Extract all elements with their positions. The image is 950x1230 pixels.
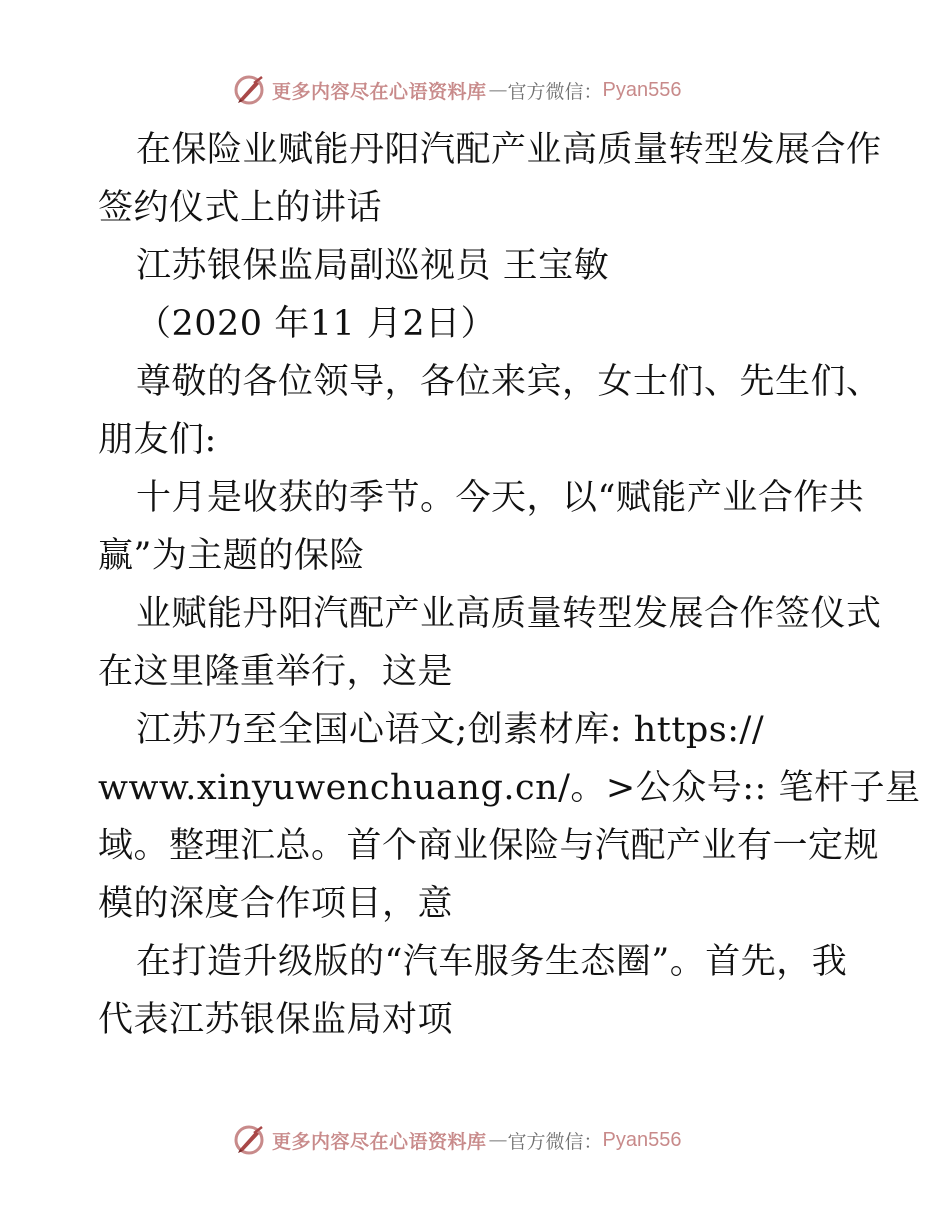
paragraph-line: 江苏乃至全国心语文;创素材库: https:// <box>136 710 765 750</box>
title-line-2: 签约仪式上的讲话 <box>98 188 383 228</box>
title-line-1: 在保险业赋能丹阳汽配产业高质量转型发展合作 <box>136 130 882 170</box>
quill-pen-icon <box>232 1123 266 1157</box>
paragraph-line: 域。整理汇总。首个商业保险与汽配产业有一定规 <box>98 826 880 866</box>
paragraph-line: 尊敬的各位领导，各位来宾，女士们、先生们、 <box>136 362 882 402</box>
quill-pen-icon <box>232 73 266 107</box>
paragraph-line: 在打造升级版的“汽车服务生态圈”。首先，我 <box>136 942 848 982</box>
header-watermark <box>232 72 682 108</box>
watermark-wechat-id: Pyan556 <box>602 78 682 101</box>
footer-watermark <box>232 1122 682 1158</box>
watermark-site-text: 更多内容尽在心语资料库 <box>272 80 487 103</box>
watermark-wechat-label: 官方微信： <box>507 80 603 103</box>
paragraph-line: www.xinyuwenchuang.cn/。>公众号:: 笔杆子星 <box>98 768 921 808</box>
paragraph-line: 代表江苏银保监局对项 <box>98 1000 454 1040</box>
watermark-site-text: 更多内容尽在心语资料库 <box>272 1130 487 1153</box>
paragraph-line: 模的深度合作项目，意 <box>98 884 454 924</box>
paragraph-line: 朋友们: <box>98 420 217 460</box>
document-body <box>98 121 921 1049</box>
paragraph-line: 业赋能丹阳汽配产业高质量转型发展合作签仪式 <box>136 594 882 634</box>
watermark-separator: — <box>488 79 506 101</box>
paragraph-line: 十月是收获的季节。今天，以“赋能产业合作共 <box>136 478 865 518</box>
paragraph-line: 赢”为主题的保险 <box>98 536 365 576</box>
speaker-line: 江苏银保监局副巡视员 王宝敏 <box>136 246 610 286</box>
watermark-wechat-id: Pyan556 <box>602 1128 682 1151</box>
date-line: （2020 年11 月2日） <box>136 304 497 344</box>
watermark-wechat-label: 官方微信： <box>507 1130 603 1153</box>
paragraph-line: 在这里隆重举行，这是 <box>98 652 454 692</box>
watermark-separator: — <box>488 1129 506 1151</box>
